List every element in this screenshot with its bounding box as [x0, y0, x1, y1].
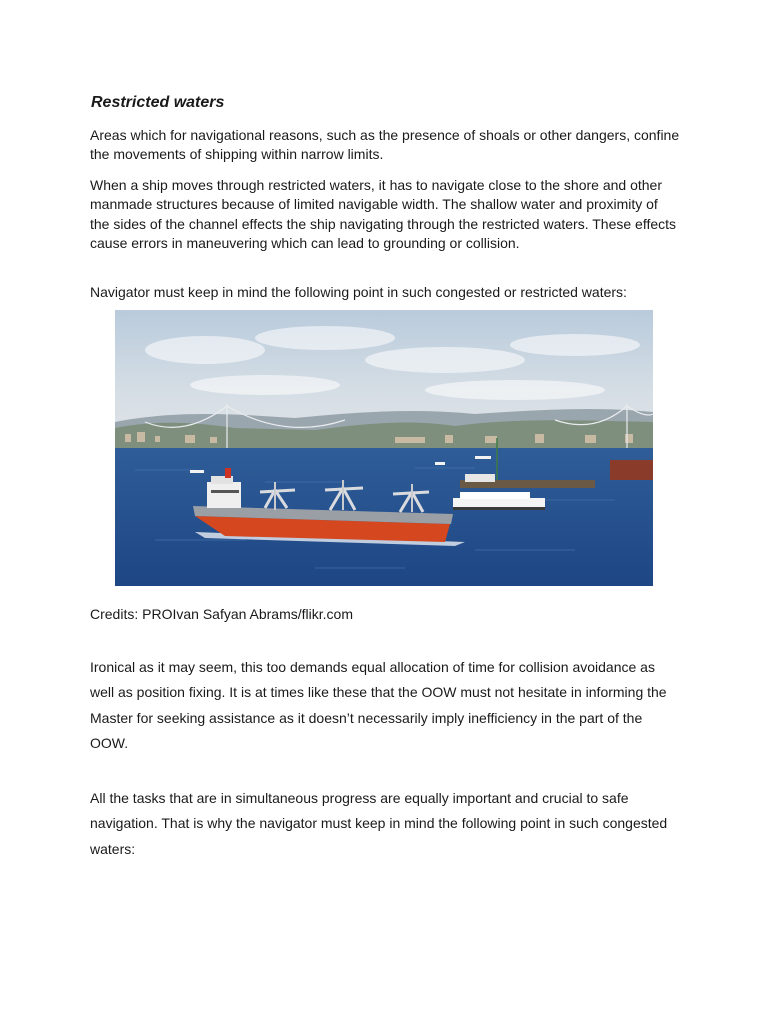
explanation-paragraph: When a ship moves through restricted waters, it has to navigate close to the shore and other manmade structures because of limited navigable width. The shallow water and proximity of the sides of the channel effects the ship navigating through the restricted waters. These effects cause errors in maneuvering which can lead to grounding or collision. [90, 177, 677, 251]
definition-paragraph: Areas which for navigational reasons, such as the presence of shoals or other dangers, confine the movements of shipping within narrow limits. [90, 127, 680, 163]
section-heading: Restricted waters [91, 94, 225, 111]
ship-photo [115, 310, 653, 586]
photo-credits: Credits: PROIvan Safyan Abrams/flikr.com [90, 606, 353, 622]
simultaneous-tasks-paragraph: All the tasks that are in simultaneous progress are equally important and crucial to safe navigation. That is why the navigator must keep in mind the following point in such congested waters: [90, 790, 668, 857]
navigator-note-paragraph: Navigator must keep in mind the following point in such congested or restricted waters: [90, 284, 627, 300]
collision-avoidance-paragraph: Ironical as it may seem, this too demands equal allocation of time for collision avoidance as well as position fixing. It is at times like these that the OOW must not hesitate in informing the Master for seeking assistance as it doesn’t necessarily imply inefficiency in the part of the OOW. [90, 659, 667, 751]
